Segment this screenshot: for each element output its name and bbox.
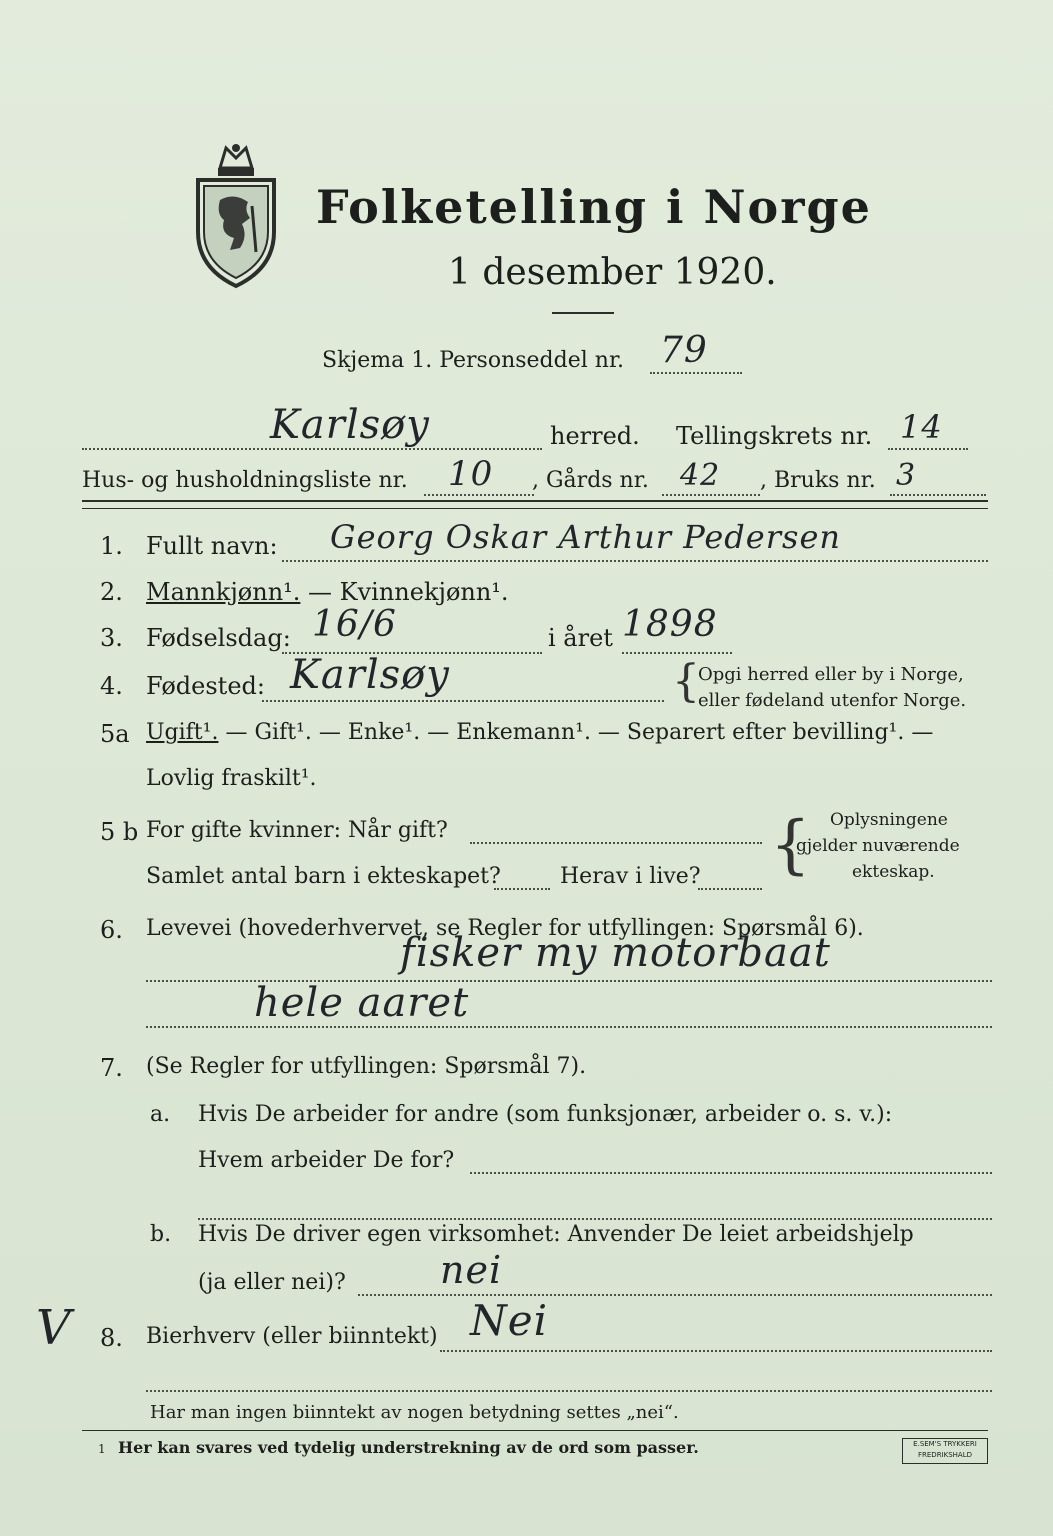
coat-of-arms-icon: [190, 140, 282, 290]
personseddel-line: [650, 372, 742, 374]
skjema-label: Skjema 1. Personseddel nr.: [322, 348, 625, 373]
hus-label: Hus- og husholdningsliste nr.: [82, 468, 408, 493]
q2-sep: —: [300, 578, 340, 606]
q8-label: Bierhverv (eller biinntekt): [146, 1324, 438, 1349]
option-ugift[interactable]: Ugift¹.: [146, 720, 219, 745]
children-label: Samlet antal barn i ekteskapet?: [146, 864, 501, 889]
alive-label: Herav i live?: [560, 864, 701, 889]
q4-number: 4.: [100, 672, 123, 700]
birthplace-value[interactable]: Karlsøy: [290, 652, 450, 698]
q5b-bracket: {: [770, 808, 811, 882]
q5a-rest: — Gift¹. — Enke¹. — Enkemann¹. — Separert efter bevilling¹. —: [218, 720, 934, 745]
q5a-options: [146, 720, 933, 745]
side-income-value[interactable]: Nei: [470, 1296, 549, 1345]
bruks-line: [890, 494, 986, 496]
q8-number: 8.: [100, 1324, 123, 1352]
occupation-value-2[interactable]: hele aaret: [254, 980, 470, 1026]
herred-label: herred.: [550, 422, 640, 450]
bruks-value[interactable]: 3: [896, 458, 917, 493]
year-label: i året: [548, 624, 613, 652]
hus-line: [424, 494, 534, 496]
bruks-label: , Bruks nr.: [760, 468, 876, 493]
q4-note-2: eller fødeland utenfor Norge.: [698, 690, 967, 711]
footnote-text: Her kan svares ved tydelig understrekning av de ord som passer.: [118, 1438, 699, 1457]
q3-label: Fødselsdag:: [146, 624, 291, 652]
tellingskrets-value[interactable]: 14: [900, 408, 943, 446]
q7-number: 7.: [100, 1054, 123, 1082]
birth-year-value[interactable]: 1898: [622, 604, 718, 645]
printer-stamp: [902, 1438, 988, 1464]
married-date-line[interactable]: [470, 842, 762, 844]
title-divider: [552, 312, 614, 314]
q7-label: (Se Regler for utfyllingen: Spørsmål 7).: [146, 1054, 587, 1079]
q7a-question: Hvis De arbeider for andre (som funksjonær, arbeider o. s. v.):: [198, 1102, 893, 1127]
q5a-number: 5a: [100, 720, 130, 748]
q5b-number: 5 b: [100, 818, 139, 846]
birthplace-line: [262, 700, 664, 702]
q6-number: 6.: [100, 916, 123, 944]
footer-note: Har man ingen biinntekt av nogen betydning settes „nei“.: [150, 1402, 679, 1423]
birthday-value[interactable]: 16/6: [312, 604, 397, 645]
gards-line: [662, 494, 760, 496]
hus-value[interactable]: 10: [448, 454, 494, 494]
q2-number: 2.: [100, 578, 123, 606]
q5b-note-1: Oplysningene: [830, 810, 948, 830]
stamp-line-1: E.SEM'S TRYKKERI: [913, 1440, 977, 1448]
q5b-married-label: For gifte kvinner: Når gift?: [146, 818, 448, 843]
herred-line: [82, 448, 542, 450]
q8-line: [440, 1350, 992, 1352]
tellingskrets-line: [888, 448, 968, 450]
q7b-question: Hvis De driver egen virksomhet: Anvender De leiet arbeidshjelp: [198, 1222, 914, 1247]
q1-label: Fullt navn:: [146, 532, 278, 560]
header-divider-2: [82, 508, 988, 509]
option-lovlig-fraskilt[interactable]: Lovlig fraskilt¹.: [146, 766, 317, 791]
margin-check-mark: V: [36, 1300, 72, 1356]
q1-number: 1.: [100, 532, 123, 560]
full-name-value[interactable]: Georg Oskar Arthur Pedersen: [330, 518, 841, 556]
occupation-value-1[interactable]: fisker my motorbaat: [400, 930, 831, 976]
q3-number: 3.: [100, 624, 123, 652]
herred-value[interactable]: Karlsøy: [270, 402, 430, 448]
q8-line-2: [146, 1390, 992, 1392]
year-line: [622, 652, 732, 654]
gards-label: , Gårds nr.: [532, 468, 649, 493]
alive-line[interactable]: [698, 888, 762, 890]
children-line[interactable]: [494, 888, 550, 890]
q1-line: [282, 560, 988, 562]
gards-value[interactable]: 42: [680, 458, 721, 493]
q6-line-2: [146, 1026, 992, 1028]
q7a-employer-label: Hvem arbeider De for?: [198, 1148, 455, 1173]
header-divider-1: [82, 500, 988, 502]
census-date: 1 desember 1920.: [448, 252, 777, 293]
q5b-note-3: ekteskap.: [852, 862, 935, 882]
personseddel-value[interactable]: 79: [660, 330, 708, 371]
q4-bracket: {: [672, 656, 700, 707]
q7b-label: (ja eller nei)?: [198, 1270, 346, 1295]
q2-options: [146, 578, 509, 606]
employer-line-2[interactable]: [198, 1218, 992, 1220]
q7a-letter: a.: [150, 1102, 171, 1127]
q6-label: Levevei (hovederhvervet, se Regler for utfyllingen: Spørsmål 6).: [146, 916, 864, 941]
stamp-line-2: FREDRIKSHALD: [917, 1451, 972, 1459]
q5b-note-2: gjelder nuværende: [796, 836, 960, 856]
option-kvinnekjonn[interactable]: Kvinnekjønn¹.: [339, 578, 509, 606]
q7b-value[interactable]: nei: [440, 1248, 503, 1292]
q4-note-1: Opgi herred eller by i Norge,: [698, 664, 964, 685]
q4-label: Fødested:: [146, 672, 265, 700]
footer-divider: [82, 1430, 988, 1431]
footnote-number: 1: [98, 1442, 106, 1456]
option-mannkjonn[interactable]: Mannkjønn¹.: [146, 578, 301, 606]
q7b-line: [358, 1294, 992, 1296]
tellingskrets-label: Tellingskrets nr.: [676, 422, 873, 450]
employer-line[interactable]: [470, 1172, 992, 1174]
q7b-letter: b.: [150, 1222, 172, 1247]
page-title: Folketelling i Norge: [316, 180, 872, 234]
